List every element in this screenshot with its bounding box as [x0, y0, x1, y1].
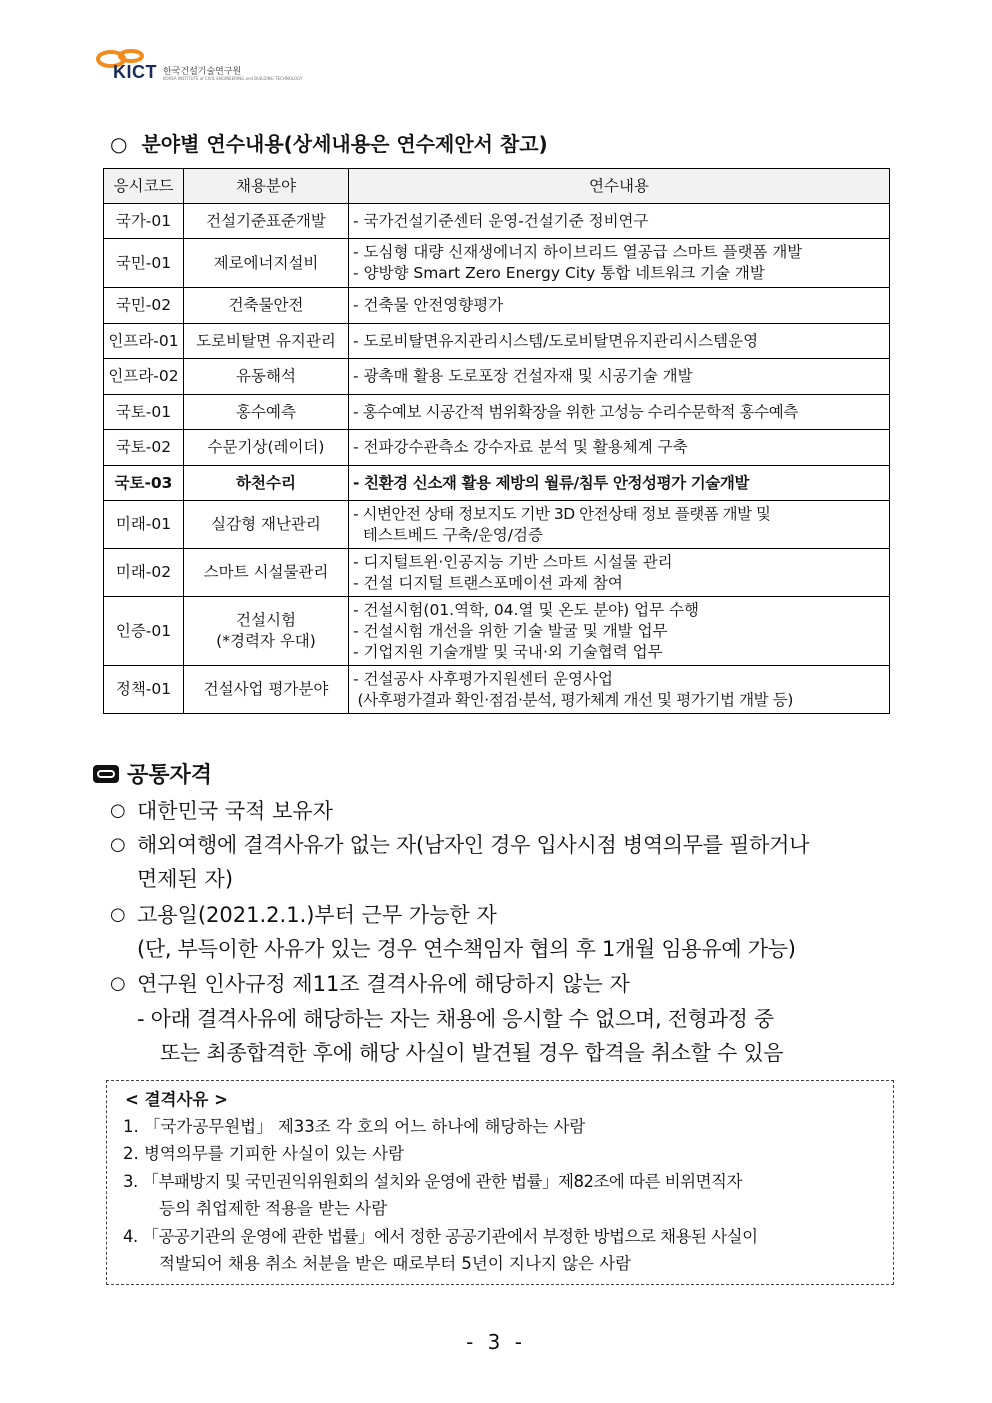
content-line: - 건설시험(01.역학, 04.열 및 온도 분야) 업무 수행 [353, 600, 699, 619]
content-line: - 도심형 대량 신재생에너지 하이브리드 열공급 스마트 플랫폼 개발 [353, 243, 803, 261]
content-line: - 건설공사 사후평가지원센터 운영사업 [353, 669, 613, 688]
circle-bullet: ○ [110, 132, 128, 156]
section-heading-training [110, 128, 548, 157]
table-row [104, 395, 890, 430]
box-line: 2. 병역의무를 기피한 사실이 있는 사람 [123, 1144, 405, 1163]
table-row [104, 501, 890, 549]
table-row [104, 666, 890, 714]
content-line: - 건설시험 개선을 위한 기술 발굴 및 개발 업무 [353, 621, 668, 640]
table-row [104, 597, 890, 666]
qualification-text: 해외여행에 결격사유가 없는 자(남자인 경우 입사시점 병역의무를 필하거나 [137, 833, 810, 857]
content-line: - 홍수예보 시공간적 범위확장을 위한 고성능 수리수문학적 홍수예측 [353, 402, 798, 421]
field-cell [184, 597, 349, 666]
content-cell [349, 597, 890, 666]
table-row [104, 204, 890, 239]
content-line: - 친환경 신소재 활용 제방의 월류/침투 안정성평가 기술개발 [353, 473, 750, 492]
circle-bullet: ○ [110, 800, 126, 821]
box-title: < 결격사유 > [125, 1090, 228, 1109]
qualification-continuation: (단, 부득이한 사유가 있는 경우 연수책임자 협의 후 1개월 임용유예 가능) [137, 937, 796, 961]
section-heading-qualifications [93, 758, 212, 789]
content-cell [349, 359, 890, 395]
content-line: - 도로비탈면유지관리시스템/도로비탈면유지관리시스템운영 [353, 331, 759, 350]
table-row [104, 430, 890, 466]
code-cell: 인프라-02 [104, 359, 184, 395]
qualification-subitem: - 아래 결격사유에 해당하는 자는 채용에 응시할 수 없으며, 전형과정 중 [137, 1007, 775, 1031]
box-line: 3. 「부패방지 및 국민권익위원회의 설치와 운영에 관한 법률」제82조에 따른 비위면직자 [123, 1172, 742, 1191]
section-heading-text: 공통자격 [127, 763, 213, 788]
field-cell: 하천수리 [184, 466, 349, 501]
content-cell [349, 288, 890, 324]
field-cell: 스마트 시설물관리 [184, 549, 349, 597]
page-number: - 3 - [466, 1330, 526, 1354]
content-cell [349, 466, 890, 501]
box-line: 1. 「국가공무원법」 제33조 각 호의 어느 하나에 해당하는 사람 [123, 1117, 586, 1136]
qualification-text: 대한민국 국적 보유자 [137, 799, 333, 823]
qualification-continuation: 면제된 자) [137, 867, 234, 891]
table-row [104, 288, 890, 324]
code-cell: 국토-02 [104, 430, 184, 466]
content-line: - 양방향 Smart Zero Energy City 통합 네트워크 기술 개발 [353, 264, 765, 282]
field-cell: 수문기상(레이더) [184, 430, 349, 466]
circle-bullet: ○ [110, 904, 126, 925]
qualification-text: 고용일(2021.2.1.)부터 근무 가능한 자 [137, 903, 497, 927]
circle-bullet: ○ [110, 834, 126, 855]
circle-bullet: ○ [110, 973, 126, 994]
code-cell: 인증-01 [104, 597, 184, 666]
field-cell: 제로에너지설비 [184, 239, 349, 288]
table-row [104, 549, 890, 597]
content-line: - 기업지원 기술개발 및 국내·외 기술협력 업무 [353, 642, 663, 661]
box-line: 4. 「공공기관의 운영에 관한 법률」에서 정한 공공기관에서 부정한 방법으로 채용된 사실이 [123, 1227, 758, 1246]
table-row [104, 239, 890, 288]
content-line: - 건축물 안전영향평가 [353, 296, 504, 314]
logo-subtitle: 한국건설기술연구원 [163, 67, 242, 77]
field-cell: 건설기준표준개발 [184, 204, 349, 239]
field-line: (*경력자 우대) [216, 632, 316, 650]
table-row [104, 359, 890, 395]
table-row [104, 466, 890, 501]
content-cell [349, 549, 890, 597]
code-cell: 국민-01 [104, 239, 184, 288]
content-line: - 건설 디지털 트랜스포메이션 과제 참여 [353, 573, 623, 592]
code-cell: 미래-02 [104, 549, 184, 597]
qualification-item [110, 969, 630, 999]
content-cell [349, 204, 890, 239]
column-header: 응시코드 [104, 169, 184, 204]
field-cell: 실감형 재난관리 [184, 501, 349, 549]
table-header-row [104, 169, 890, 204]
content-line: - 국가건설기준센터 운영-건설기준 정비연구 [353, 211, 649, 230]
code-cell: 정책-01 [104, 666, 184, 714]
content-cell [349, 395, 890, 430]
field-cell: 건축물안전 [184, 288, 349, 324]
table-row [104, 324, 890, 359]
box-line: 등의 취업제한 적용을 받는 사람 [159, 1199, 388, 1218]
qualification-item [110, 830, 809, 860]
content-line: (사후평가결과 확인·점검·분석, 평가체계 개선 및 평가기법 개발 등) [353, 690, 793, 709]
content-line: - 전파강수관측소 강수자료 분석 및 활용체계 구축 [353, 438, 688, 456]
code-cell: 국토-03 [104, 466, 184, 501]
content-line: - 시변안전 상태 정보지도 기반 3D 안전상태 정보 플랫폼 개발 및 [353, 504, 771, 523]
code-cell: 인프라-01 [104, 324, 184, 359]
qualification-text: 연구원 인사규정 제11조 결격사유에 해당하지 않는 자 [137, 972, 630, 996]
field-cell: 유동해석 [184, 359, 349, 395]
content-line: - 디지털트윈·인공지능 기반 스마트 시설물 관리 [353, 552, 673, 571]
box-line: 적발되어 채용 취소 처분을 받은 때로부터 5년이 지나지 않은 사람 [159, 1254, 632, 1273]
content-cell [349, 666, 890, 714]
content-cell [349, 239, 890, 288]
field-cell: 홍수예측 [184, 395, 349, 430]
content-line: 테스트베드 구축/운영/검증 [353, 525, 543, 544]
content-cell [349, 501, 890, 549]
link-icon [93, 765, 119, 783]
training-table [103, 168, 890, 714]
content-line: - 광촉매 활용 도로포장 건설자재 및 시공기술 개발 [353, 367, 693, 385]
logo-subtitle-en: KOREA INSTITUTE of CIVIL ENGINEERING and BUILDING TECHNOLOGY [163, 76, 303, 81]
column-header: 채용분야 [184, 169, 349, 204]
field-cell: 건설사업 평가분야 [184, 666, 349, 714]
field-line: 건설시험 [236, 611, 296, 629]
content-cell [349, 324, 890, 359]
code-cell: 미래-01 [104, 501, 184, 549]
qualification-item [110, 796, 333, 826]
qualification-continuation: 또는 최종합격한 후에 해당 사실이 발견될 경우 합격을 취소할 수 있음 [160, 1041, 784, 1065]
content-cell [349, 430, 890, 466]
qualification-item [110, 900, 497, 930]
column-header: 연수내용 [349, 169, 890, 204]
field-cell: 도로비탈면 유지관리 [184, 324, 349, 359]
code-cell: 국토-01 [104, 395, 184, 430]
code-cell: 국민-02 [104, 288, 184, 324]
section-heading-text: 분야별 연수내용(상세내용은 연수제안서 참고) [141, 132, 548, 156]
disqualification-box [106, 1080, 894, 1285]
code-cell: 국가-01 [104, 204, 184, 239]
logo-text: KICT [113, 62, 157, 82]
